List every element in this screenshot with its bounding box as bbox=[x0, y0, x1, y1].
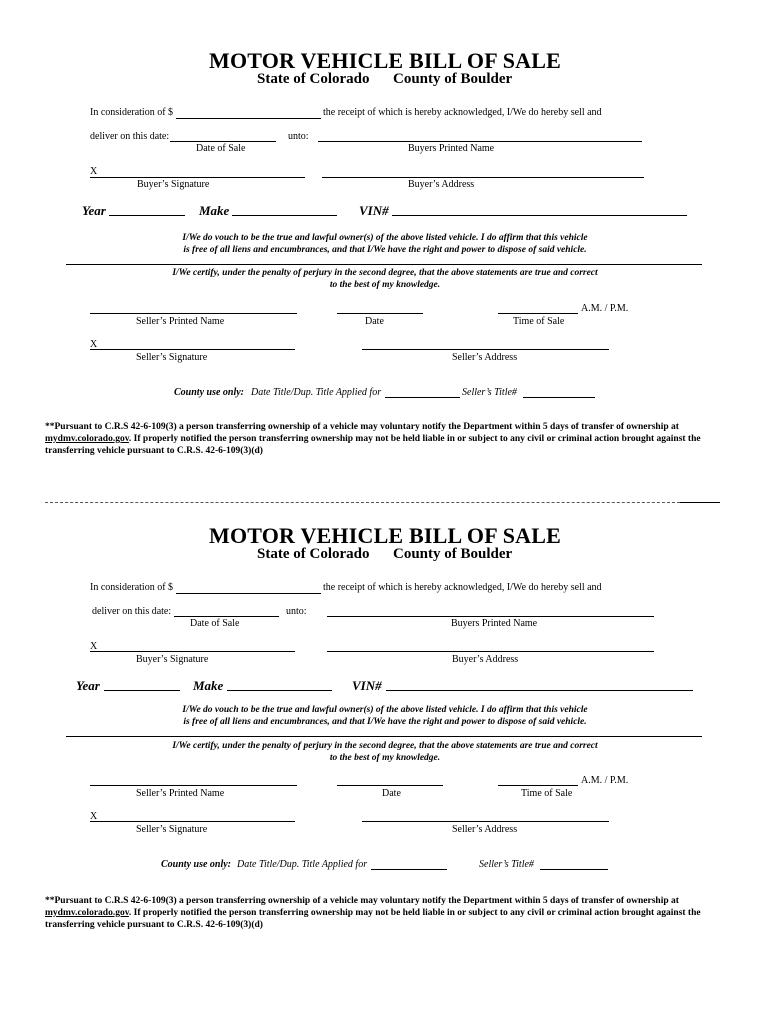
bill-of-sale-form-1 bbox=[0, 0, 770, 480]
form-title: MOTOR VEHICLE BILL OF SALE bbox=[208, 48, 561, 73]
state-label: State of Colorado bbox=[257, 546, 370, 562]
footnote-text-2: . If properly notified the person transferring ownership may not be held liable in or subject to any civil or criminal action brought against the transferring vehicle pursuant to C.R.S. 42-6-109(3)(d) bbox=[45, 434, 701, 456]
consideration-suffix: the receipt of which is hereby acknowledged, I/We do hereby sell and bbox=[323, 107, 602, 118]
sellers-title-label: Seller’s Title# bbox=[479, 859, 534, 870]
buyers-printed-name-caption: Buyers Printed Name bbox=[408, 143, 495, 154]
date-title-applied-label: Date Title/Dup. Title Applied for bbox=[237, 859, 368, 870]
county-label: County of Boulder bbox=[393, 546, 513, 562]
x-mark: X bbox=[90, 339, 98, 350]
vin-label: VIN# bbox=[352, 678, 382, 693]
x-mark: X bbox=[90, 166, 98, 177]
vouch-line-1: I/We do vouch to be the true and lawful owner(s) of the above listed vehicle. I do affirm that this vehicle bbox=[182, 233, 588, 243]
seller-address-field[interactable] bbox=[362, 349, 609, 350]
vin-field[interactable] bbox=[392, 215, 687, 216]
seller-printed-name-caption: Seller’s Printed Name bbox=[136, 316, 225, 327]
date-of-sale-caption: Date of Sale bbox=[196, 143, 246, 154]
make-field[interactable] bbox=[227, 690, 332, 691]
buyers-printed-name-field[interactable] bbox=[318, 141, 642, 142]
footnote-text-2: . If properly notified the person transferring ownership may not be held liable in or subject to any civil or criminal action brought against the transferring vehicle pursuant to C.R.S. 42-6-109(3)(d) bbox=[45, 908, 701, 930]
bill-of-sale-form-2 bbox=[0, 475, 770, 955]
year-field[interactable] bbox=[104, 690, 180, 691]
seller-printed-name-field[interactable] bbox=[90, 785, 297, 786]
time-of-sale-caption: Time of Sale bbox=[513, 316, 565, 327]
amount-field[interactable] bbox=[176, 118, 321, 119]
time-of-sale-caption: Time of Sale bbox=[521, 788, 573, 799]
seller-signature-caption: Seller’s Signature bbox=[136, 352, 208, 363]
seller-signature-field[interactable] bbox=[90, 821, 295, 822]
year-field[interactable] bbox=[109, 215, 185, 216]
seller-signature-caption: Seller’s Signature bbox=[136, 824, 208, 835]
deliver-label: deliver on this date: bbox=[92, 606, 172, 617]
date-of-sale-caption: Date of Sale bbox=[190, 618, 240, 629]
buyer-signature-field[interactable] bbox=[90, 651, 295, 652]
certify-line-1: I/We certify, under the penalty of perjury in the second degree, that the above statements are true and correct bbox=[172, 268, 598, 278]
consideration-suffix: the receipt of which is hereby acknowledged, I/We do hereby sell and bbox=[323, 582, 602, 593]
am-pm-label: A.M. / P.M. bbox=[581, 775, 629, 786]
buyer-address-caption: Buyer’s Address bbox=[452, 654, 519, 665]
seller-printed-name-field[interactable] bbox=[90, 313, 297, 314]
buyer-address-field[interactable] bbox=[322, 177, 644, 178]
vouch-line-2: is free of all liens and encumbrances, and that I/We have the right and power to dispose of said vehicle. bbox=[183, 717, 587, 727]
date-title-applied-label: Date Title/Dup. Title Applied for bbox=[251, 387, 382, 398]
buyer-address-field[interactable] bbox=[327, 651, 654, 652]
date-caption: Date bbox=[382, 788, 401, 799]
county-label: County of Boulder bbox=[393, 71, 513, 87]
year-label: Year bbox=[76, 678, 100, 693]
divider-rule bbox=[66, 736, 702, 737]
vouch-line-2: is free of all liens and encumbrances, and that I/We have the right and power to dispose of said vehicle. bbox=[183, 245, 587, 255]
certify-line-2: to the best of my knowledge. bbox=[329, 280, 441, 290]
time-of-sale-field[interactable] bbox=[498, 313, 578, 314]
buyers-printed-name-caption: Buyers Printed Name bbox=[451, 618, 538, 629]
consideration-prefix: In consideration of $ bbox=[90, 582, 174, 593]
make-field[interactable] bbox=[232, 215, 337, 216]
seller-date-field[interactable] bbox=[337, 313, 423, 314]
vin-field[interactable] bbox=[386, 690, 693, 691]
certify-line-1: I/We certify, under the penalty of perjury in the second degree, that the above statements are true and correct bbox=[172, 741, 598, 751]
buyer-signature-caption: Buyer’s Signature bbox=[136, 654, 209, 665]
buyer-signature-field[interactable] bbox=[90, 177, 305, 178]
buyer-address-caption: Buyer’s Address bbox=[408, 179, 475, 190]
vin-label: VIN# bbox=[359, 203, 389, 218]
footnote bbox=[45, 421, 735, 457]
dmv-link[interactable]: mydmv.colorado.gov bbox=[45, 908, 129, 918]
make-label: Make bbox=[193, 678, 224, 693]
buyers-printed-name-field[interactable] bbox=[327, 616, 654, 617]
sellers-title-field[interactable] bbox=[540, 869, 608, 870]
state-label: State of Colorado bbox=[257, 71, 370, 87]
seller-date-field[interactable] bbox=[337, 785, 443, 786]
year-label: Year bbox=[82, 203, 106, 218]
county-use-only-label: County use only: bbox=[161, 859, 232, 870]
footnote bbox=[45, 895, 735, 931]
buyer-signature-caption: Buyer’s Signature bbox=[137, 179, 210, 190]
consideration-prefix: In consideration of $ bbox=[90, 107, 174, 118]
date-title-applied-field[interactable] bbox=[371, 869, 447, 870]
x-mark: X bbox=[90, 811, 98, 822]
county-use-only-label: County use only: bbox=[174, 387, 245, 398]
make-label: Make bbox=[199, 203, 230, 218]
footnote-text-1: **Pursuant to C.R.S 42-6-109(3) a person transferring ownership of a vehicle may voluntary notify the Department within 5 days of transfer of ownership at bbox=[45, 896, 679, 906]
sellers-title-field[interactable] bbox=[523, 397, 595, 398]
date-of-sale-field[interactable] bbox=[170, 141, 276, 142]
sellers-title-label: Seller’s Title# bbox=[462, 387, 517, 398]
seller-signature-field[interactable] bbox=[90, 349, 295, 350]
seller-address-caption: Seller’s Address bbox=[452, 824, 518, 835]
certify-line-2: to the best of my knowledge. bbox=[329, 753, 441, 763]
seller-printed-name-caption: Seller’s Printed Name bbox=[136, 788, 225, 799]
seller-address-caption: Seller’s Address bbox=[452, 352, 518, 363]
unto-label: unto: bbox=[288, 131, 309, 142]
date-of-sale-field[interactable] bbox=[174, 616, 279, 617]
unto-label: unto: bbox=[286, 606, 307, 617]
seller-address-field[interactable] bbox=[362, 821, 609, 822]
date-caption: Date bbox=[365, 316, 384, 327]
x-mark: X bbox=[90, 641, 98, 652]
date-title-applied-field[interactable] bbox=[385, 397, 460, 398]
vouch-line-1: I/We do vouch to be the true and lawful owner(s) of the above listed vehicle. I do affirm that this vehicle bbox=[182, 705, 588, 715]
deliver-label: deliver on this date: bbox=[90, 131, 170, 142]
form-title: MOTOR VEHICLE BILL OF SALE bbox=[208, 523, 561, 548]
amount-field[interactable] bbox=[176, 593, 321, 594]
divider-rule bbox=[66, 264, 702, 265]
footnote-text-1: **Pursuant to C.R.S 42-6-109(3) a person transferring ownership of a vehicle may voluntary notify the Department within 5 days of transfer of ownership at bbox=[45, 422, 679, 432]
time-of-sale-field[interactable] bbox=[498, 785, 578, 786]
dmv-link[interactable]: mydmv.colorado.gov bbox=[45, 434, 129, 444]
am-pm-label: A.M. / P.M. bbox=[581, 303, 629, 314]
